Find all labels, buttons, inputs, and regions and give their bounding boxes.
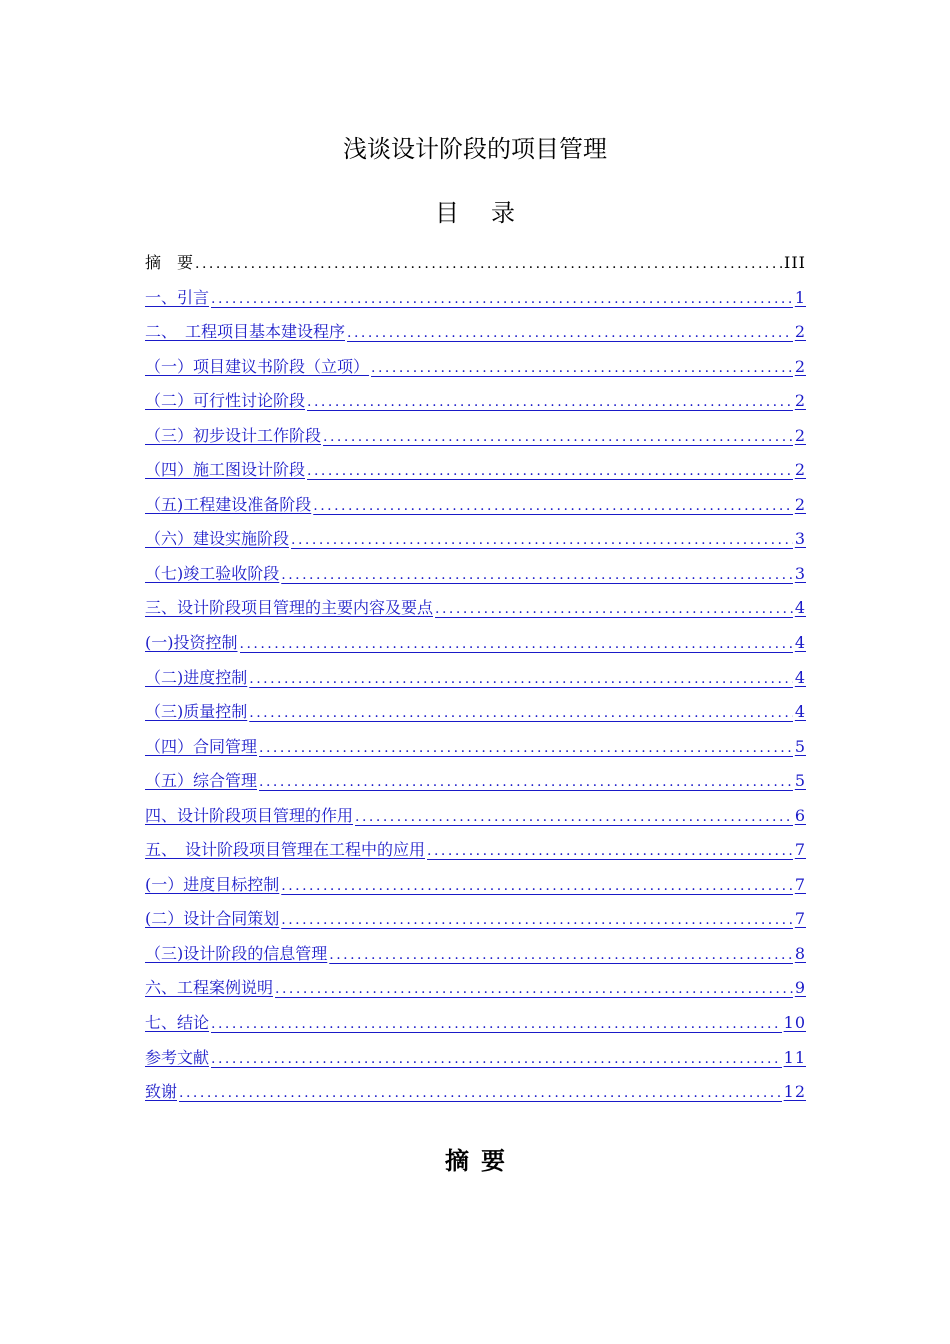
toc-dot-leader xyxy=(211,1042,782,1076)
toc-entry-page-number: III xyxy=(784,253,806,272)
toc-entry-label: （三)质量控制 xyxy=(145,702,248,722)
toc-entry-page-number: 4 xyxy=(794,667,806,687)
toc-dot-leader xyxy=(307,385,793,419)
toc-entry-label: （五)工程建设准备阶段 xyxy=(145,494,312,514)
toc-entry-label: (一)投资控制 xyxy=(145,633,238,653)
toc-entry-label: （四）施工图设计阶段 xyxy=(145,460,306,480)
toc-entry[interactable] xyxy=(145,350,806,385)
toc-entry-page-number: 3 xyxy=(794,529,806,549)
toc-entry-page-number: 12 xyxy=(783,1082,806,1102)
toc-entry xyxy=(145,246,806,281)
toc-entry-page-number: 10 xyxy=(783,1013,806,1033)
toc-entry-page-number: 3 xyxy=(794,563,806,583)
toc-entry-page-number: 7 xyxy=(794,874,806,894)
toc-entry-label: （三)设计阶段的信息管理 xyxy=(145,943,328,963)
toc-entry-label: 一、引言 xyxy=(145,287,210,307)
toc-entry-page-number: 2 xyxy=(794,356,806,376)
toc-entry-label: 二、 工程项目基本建设程序 xyxy=(145,322,346,342)
toc-dot-leader xyxy=(427,834,793,868)
toc-entry-label: （五）综合管理 xyxy=(145,771,258,791)
toc-entry[interactable] xyxy=(145,868,806,903)
toc-dot-leader xyxy=(313,489,793,523)
toc-dot-leader xyxy=(307,454,793,488)
toc-entry[interactable] xyxy=(145,1075,806,1110)
toc-entry[interactable] xyxy=(145,522,806,557)
toc-entry-label: （二）可行性讨论阶段 xyxy=(145,391,306,411)
toc-dot-leader xyxy=(435,592,793,626)
toc-entry[interactable] xyxy=(145,730,806,765)
toc-heading: 目录 xyxy=(435,199,547,227)
toc-entry-page-number: 5 xyxy=(794,771,806,791)
toc-dot-leader xyxy=(355,800,793,834)
toc-entry[interactable] xyxy=(145,1006,806,1041)
toc-entry[interactable] xyxy=(145,591,806,626)
toc-entry-page-number: 7 xyxy=(794,909,806,929)
toc-entry-label: 七、结论 xyxy=(145,1013,210,1033)
toc-dot-leader xyxy=(249,662,793,696)
toc-entry[interactable] xyxy=(145,764,806,799)
toc-entry[interactable] xyxy=(145,626,806,661)
toc-entry-label: (二）设计合同策划 xyxy=(145,909,280,929)
toc-entry-label: （六）建设实施阶段 xyxy=(145,529,290,549)
toc-dot-leader xyxy=(281,903,793,937)
toc-dot-leader xyxy=(195,247,782,281)
toc-entry[interactable] xyxy=(145,1041,806,1076)
toc-dot-leader xyxy=(211,1007,782,1041)
toc-entry-label: (一）进度目标控制 xyxy=(145,874,280,894)
toc-dot-leader xyxy=(259,731,793,765)
toc-entry-page-number: 2 xyxy=(794,460,806,480)
toc-entry-page-number: 6 xyxy=(794,805,806,825)
toc-entry[interactable] xyxy=(145,384,806,419)
toc-dot-leader xyxy=(281,869,793,903)
abstract-heading: 摘要 xyxy=(445,1147,517,1175)
toc-entry[interactable] xyxy=(145,799,806,834)
toc-dot-leader xyxy=(275,972,793,1006)
toc-dot-leader xyxy=(291,523,793,557)
toc-entry[interactable] xyxy=(145,661,806,696)
toc-entry-page-number: 9 xyxy=(794,978,806,998)
toc-entry-page-number: 2 xyxy=(794,425,806,445)
toc-dot-leader xyxy=(347,316,793,350)
toc-entry-label: 五、 设计阶段项目管理在工程中的应用 xyxy=(145,840,426,860)
toc-entry[interactable] xyxy=(145,281,806,316)
toc-entry[interactable] xyxy=(145,902,806,937)
toc-entry-label: （二)进度控制 xyxy=(145,667,248,687)
toc-entry[interactable] xyxy=(145,557,806,592)
toc-entry[interactable] xyxy=(145,488,806,523)
toc-entry-label: 三、设计阶段项目管理的主要内容及要点 xyxy=(145,598,434,618)
document-title: 浅谈设计阶段的项目管理 xyxy=(343,135,607,163)
toc-dot-leader xyxy=(240,627,793,661)
toc-entry-page-number: 11 xyxy=(783,1047,806,1067)
toc-dot-leader xyxy=(281,558,793,592)
toc-entry[interactable] xyxy=(145,315,806,350)
toc-entry[interactable] xyxy=(145,971,806,1006)
toc-dot-leader xyxy=(329,938,793,972)
toc-entry-page-number: 4 xyxy=(794,702,806,722)
toc-entry-page-number: 2 xyxy=(794,322,806,342)
toc-entry-page-number: 2 xyxy=(794,391,806,411)
toc-dot-leader xyxy=(211,282,793,316)
toc-entry[interactable] xyxy=(145,419,806,454)
toc-dot-leader xyxy=(259,765,793,799)
toc-entry-page-number: 2 xyxy=(794,494,806,514)
toc-entry-page-number: 4 xyxy=(794,633,806,653)
toc-entry[interactable] xyxy=(145,833,806,868)
toc-entry-label: （七)竣工验收阶段 xyxy=(145,563,280,583)
toc-entry-page-number: 8 xyxy=(794,943,806,963)
table-of-contents xyxy=(145,246,806,1110)
toc-entry[interactable] xyxy=(145,937,806,972)
toc-entry-page-number: 5 xyxy=(794,736,806,756)
toc-entry-label: （三）初步设计工作阶段 xyxy=(145,425,322,445)
toc-dot-leader xyxy=(323,420,793,454)
toc-entry-label: 致谢 xyxy=(145,1082,178,1102)
toc-entry-label: （四）合同管理 xyxy=(145,736,258,756)
toc-entry-label: 参考文献 xyxy=(145,1047,210,1067)
toc-entry-label: 四、设计阶段项目管理的作用 xyxy=(145,805,354,825)
toc-dot-leader xyxy=(249,696,793,730)
toc-entry-label: 摘 要 xyxy=(145,253,194,272)
toc-entry-page-number: 1 xyxy=(794,287,806,307)
toc-entry-page-number: 7 xyxy=(794,840,806,860)
toc-dot-leader xyxy=(179,1076,782,1110)
toc-entry-page-number: 4 xyxy=(794,598,806,618)
toc-entry-label: （一）项目建议书阶段（立项） xyxy=(145,356,370,376)
toc-entry[interactable] xyxy=(145,695,806,730)
toc-dot-leader xyxy=(371,351,793,385)
toc-entry-label: 六、工程案例说明 xyxy=(145,978,274,998)
toc-entry[interactable] xyxy=(145,453,806,488)
